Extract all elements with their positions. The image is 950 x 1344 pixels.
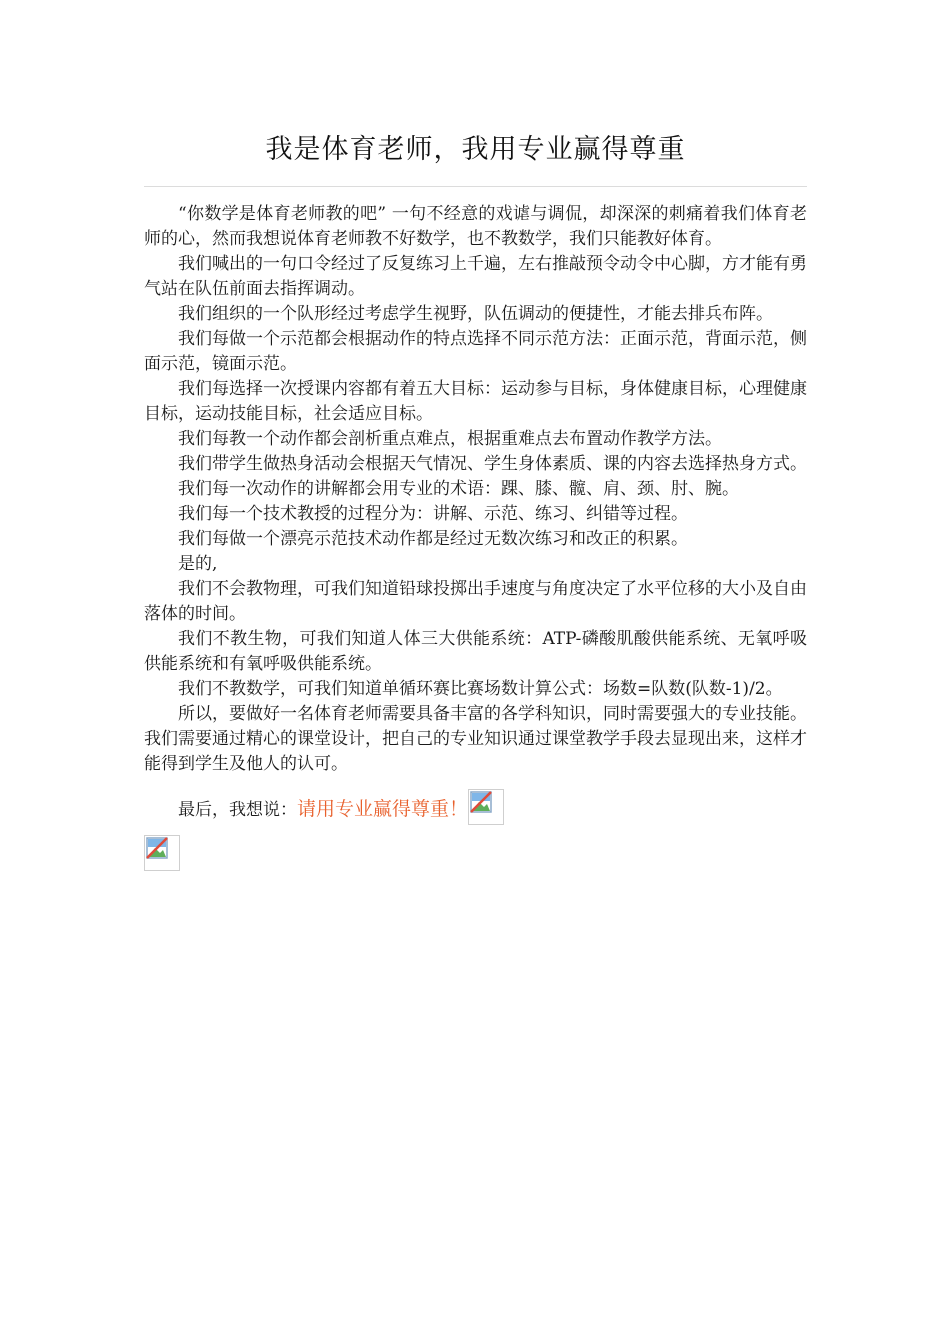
paragraph-9: 我们每一个技术教授的过程分为：讲解、示范、练习、纠错等过程。	[178, 504, 688, 524]
paragraph-5: 我们每选择一次授课内容都有着五大目标：运动参与目标，身体健康目标，心理健康目标，运动技能目标，社会适应目标。	[144, 379, 807, 424]
article-body	[144, 202, 807, 871]
trailing-image-wrapper	[144, 835, 807, 871]
paragraph-8: 我们每一次动作的讲解都会用专业的术语：踝、膝、髋、肩、颈、肘、腕。	[178, 479, 739, 499]
paragraph-15: 所以，要做好一名体育老师需要具备丰富的各学科知识，同时需要强大的专业技能。我们需要通过精心的课堂设计，把自己的专业知识通过课堂教学手段去显现出来，这样才能得到学生及他人的认可。	[144, 704, 807, 774]
title-divider	[144, 186, 807, 187]
paragraph-11: 是的,	[178, 554, 218, 574]
paragraph-2: 我们喊出的一句口令经过了反复练习上千遍，左右推敲预令动令中心脚，方才能有勇气站在队伍前面去指挥调动。	[144, 254, 807, 299]
closing-highlight: 请用专业赢得尊重！	[297, 798, 469, 820]
paragraph-7: 我们带学生做热身活动会根据天气情况、学生身体素质、课的内容去选择热身方式。	[178, 454, 807, 474]
closing-prefix: 最后，我想说：	[178, 800, 297, 820]
paragraph-12: 我们不会教物理，可我们知道铅球投掷出手速度与角度决定了水平位移的大小及自由落体的时间。	[144, 579, 807, 624]
paragraph-13: 我们不教生物，可我们知道人体三大供能系统：ATP-磷酸肌酸供能系统、无氧呼吸供能系统和有氧呼吸供能系统。	[144, 629, 807, 674]
broken-image-icon	[468, 789, 504, 825]
closing-line	[144, 789, 807, 825]
page-title: 我是体育老师，我用专业赢得尊重	[265, 134, 686, 165]
paragraph-3: 我们组织的一个队形经过考虑学生视野，队伍调动的便捷性，才能去排兵布阵。	[178, 304, 773, 324]
paragraph-10: 我们每做一个漂亮示范技术动作都是经过无数次练习和改正的积累。	[178, 529, 688, 549]
broken-image-icon	[144, 835, 180, 871]
paragraph-4: 我们每做一个示范都会根据动作的特点选择不同示范方法：正面示范，背面示范，侧面示范，镜面示范。	[144, 329, 807, 374]
paragraph-14: 我们不教数学，可我们知道单循环赛比赛场数计算公式：场数=队数(队数-1)/2。	[178, 679, 783, 699]
paragraph-1: “你数学是体育老师教的吧” 一句不经意的戏谑与调侃，却深深的刺痛着我们体育老师的心，然而我想说体育老师教不好数学，也不教数学，我们只能教好体育。	[144, 204, 807, 249]
paragraph-6: 我们每教一个动作都会剖析重点难点，根据重难点去布置动作教学方法。	[178, 429, 722, 449]
